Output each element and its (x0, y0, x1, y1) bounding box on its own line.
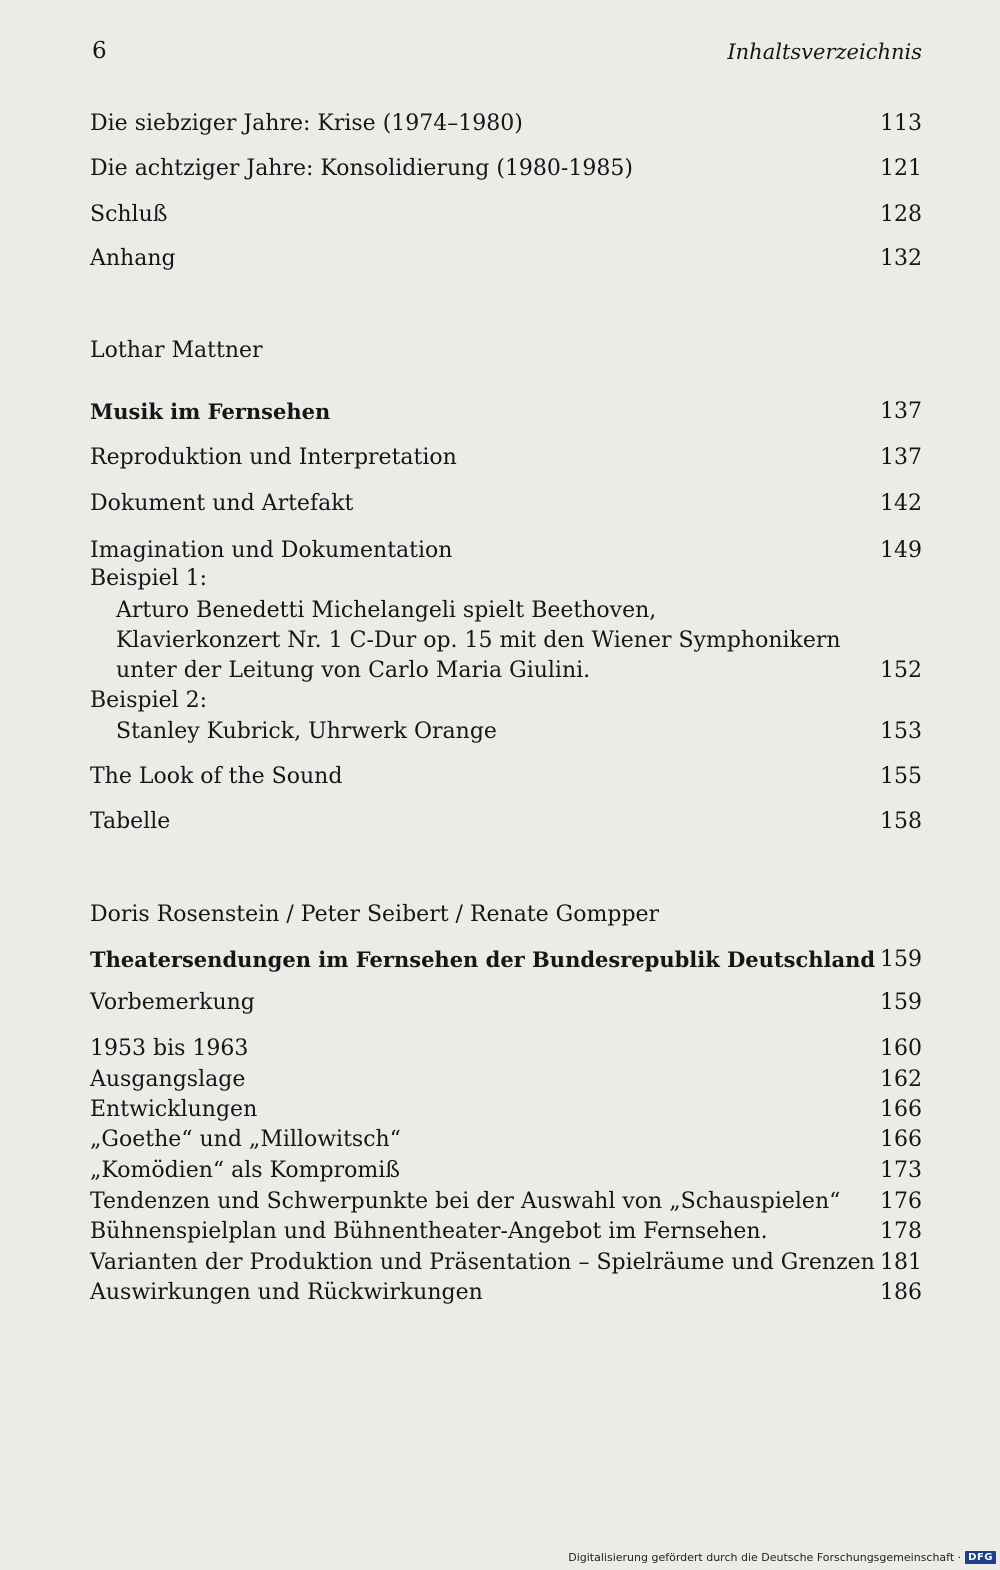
toc-entry: Dokument und Artefakt 142 (90, 491, 922, 516)
toc-entry: Entwicklungen 166 (90, 1097, 922, 1122)
toc-entry: Klavierkonzert Nr. 1 C-Dur op. 15 mit den Wiener Symphonikern (116, 628, 841, 653)
digitization-footer (568, 1548, 996, 1566)
section-title: Theatersendungen im Fernsehen der Bundesrepublik Deutschland 159 (90, 947, 922, 972)
toc-entry: Die achtziger Jahre: Konsolidierung (1980-1985) 121 (90, 156, 922, 181)
toc-entry: Tabelle 158 (90, 809, 922, 834)
toc-entry: Anhang 132 (90, 246, 922, 271)
toc-entry: Tendenzen und Schwerpunkte bei der Auswahl von „Schauspielen“ 176 (90, 1189, 922, 1214)
toc-entry: 1953 bis 1963 160 (90, 1036, 922, 1061)
page-number: 6 (92, 38, 107, 64)
toc-entry: Imagination und Dokumentation 149 (90, 538, 922, 563)
toc-entry: Bühnenspielplan und Bühnentheater-Angebot im Fernsehen. 178 (90, 1219, 922, 1244)
section-author: Lothar Mattner (90, 338, 263, 363)
footer-text: Digitalisierung gefördert durch die Deutsche Forschungsgemeinschaft · (568, 1550, 962, 1564)
toc-entry: Schluß 128 (90, 202, 922, 227)
toc-entry: Stanley Kubrick, Uhrwerk Orange 153 (116, 719, 922, 744)
toc-entry: Die siebziger Jahre: Krise (1974–1980) 113 (90, 111, 922, 136)
section-title: Musik im Fernsehen 137 (90, 399, 922, 424)
toc-entry: Reproduktion und Interpretation 137 (90, 445, 922, 470)
toc-entry: The Look of the Sound 155 (90, 764, 922, 789)
running-title: Inhaltsverzeichnis (727, 40, 922, 64)
toc-entry: Beispiel 1: (90, 566, 208, 591)
toc-entry: unter der Leitung von Carlo Maria Giulini. 152 (116, 658, 922, 683)
toc-entry: „Komödien“ als Kompromiß 173 (90, 1158, 922, 1183)
toc-entry: „Goethe“ und „Millowitsch“ 166 (90, 1127, 922, 1152)
page-header (92, 38, 922, 78)
toc-entry: Ausgangslage 162 (90, 1067, 922, 1092)
section-author: Doris Rosenstein / Peter Seibert / Renate Gompper (90, 902, 660, 927)
toc-entry: Vorbemerkung 159 (90, 990, 922, 1015)
toc-entry: Auswirkungen und Rückwirkungen 186 (90, 1280, 922, 1305)
toc-entry: Beispiel 2: (90, 688, 208, 713)
dfg-logo-icon: DFG (965, 1551, 996, 1564)
toc-entry: Arturo Benedetti Michelangeli spielt Beethoven, (116, 598, 657, 623)
toc-entry: Varianten der Produktion und Präsentation – Spielräume und Grenzen 181 (90, 1250, 922, 1275)
